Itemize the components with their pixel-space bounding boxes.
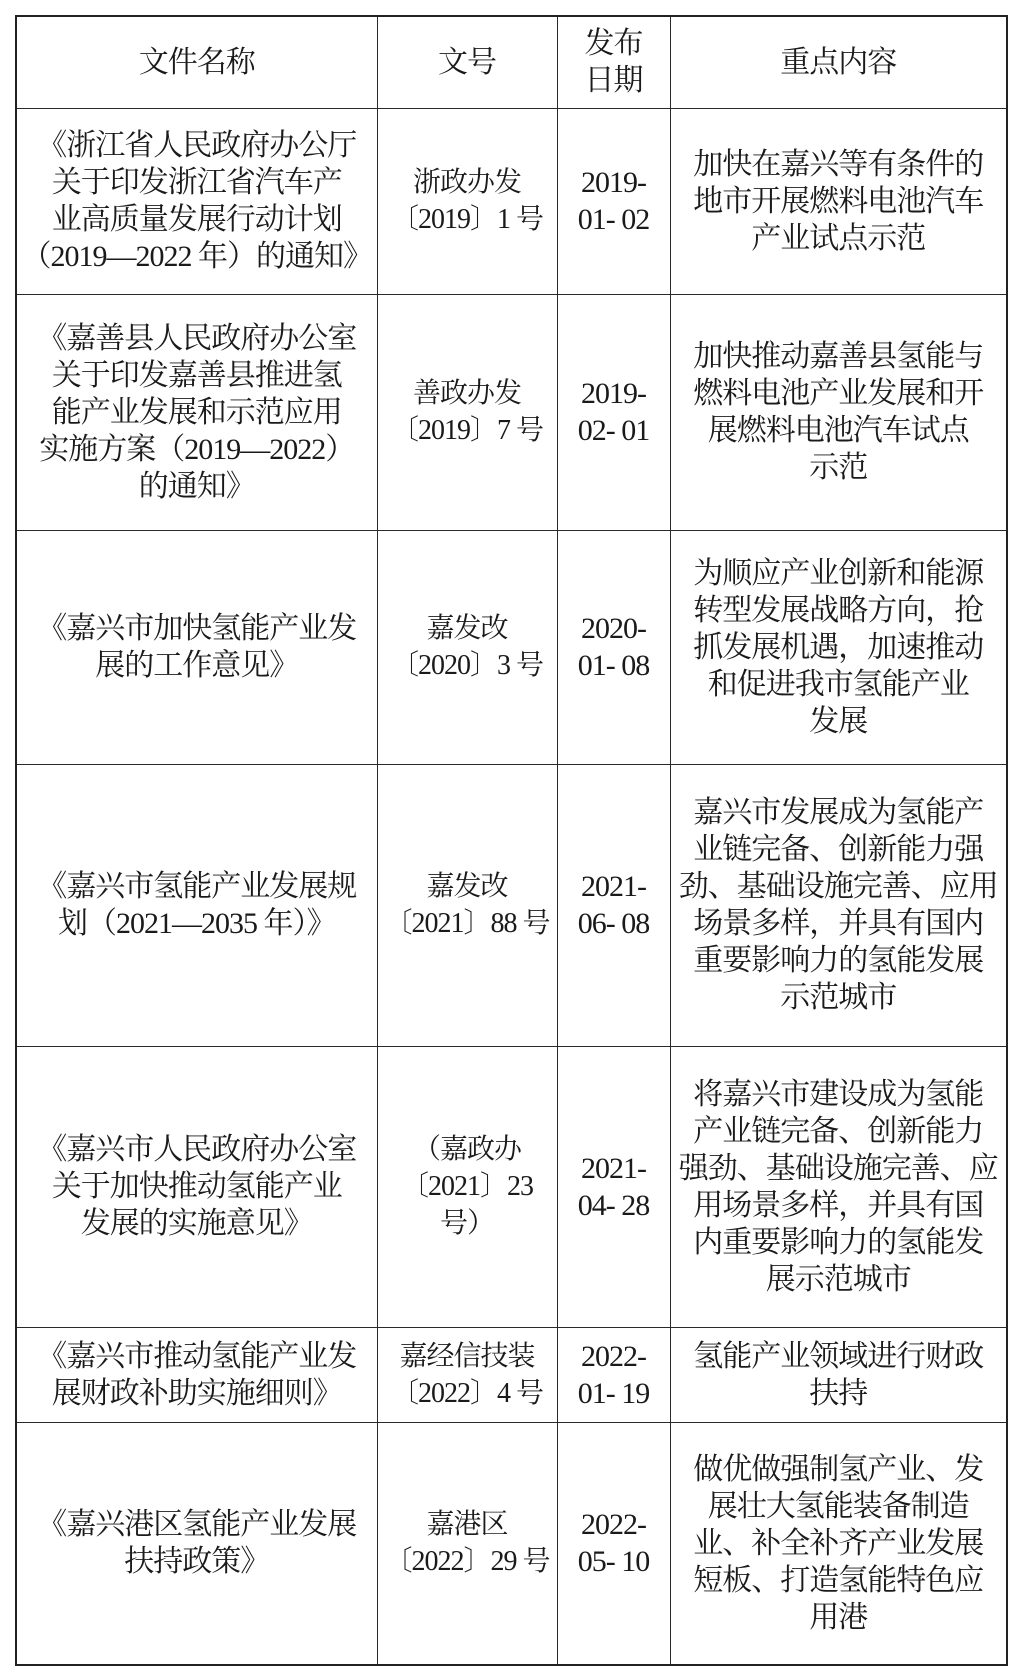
- header-file-name: [16, 16, 377, 108]
- header-line: 文件名称: [138, 45, 255, 79]
- file-name-line: 能产业发展和示范应用: [51, 395, 342, 429]
- header-doc-number: [377, 16, 557, 108]
- table-row: [16, 1046, 1007, 1327]
- key-content-line: 展示范城市: [765, 1262, 911, 1296]
- publish-date-line: 2019-: [581, 377, 646, 410]
- file-name-line: 《嘉兴市加快氢能产业发: [37, 612, 357, 645]
- publish-date-line: 02- 01: [577, 414, 650, 447]
- cell-publish-date: [557, 294, 670, 530]
- file-name-line: 《嘉善县人民政府办公室: [37, 321, 357, 355]
- key-content-line: 将嘉兴市建设成为氢能: [693, 1077, 984, 1111]
- key-content-line: 氢能产业领域进行财政: [693, 1339, 984, 1373]
- doc-number-line: 〔2022〕4 号: [390, 1377, 543, 1409]
- file-name-line: 关于印发嘉善县推进氢: [51, 358, 342, 392]
- doc-number-line: 嘉经信技装: [399, 1340, 535, 1372]
- file-name-line: 关于印发浙江省汽车产: [51, 166, 342, 199]
- file-name-line: 关于加快推动氢能产业: [51, 1170, 342, 1203]
- header-key-content: [670, 16, 1007, 108]
- header-line: 日期: [584, 64, 643, 98]
- file-name-line: 《浙江省人民政府办公厅: [37, 129, 357, 162]
- table-row: [16, 764, 1007, 1046]
- cell-file-name: [16, 1046, 377, 1327]
- header-line: 重点内容: [780, 45, 897, 79]
- cell-doc-number: [377, 108, 557, 294]
- key-content-line: 场景多样，并具有国内: [693, 907, 984, 940]
- cell-file-name: [16, 1327, 377, 1422]
- publish-date-line: 2020-: [581, 612, 646, 645]
- key-content-line: 地市开展燃料电池汽车: [693, 184, 984, 218]
- header-publish-date: [557, 16, 670, 108]
- file-name-line: 展的工作意见》: [95, 649, 299, 682]
- cell-publish-date: [557, 1327, 670, 1422]
- publish-date-line: 2022-: [581, 1508, 646, 1542]
- publish-date-line: 01- 19: [577, 1376, 650, 1410]
- key-content-line: 示范: [809, 451, 868, 484]
- table-row: [16, 294, 1007, 530]
- file-name-line: 展财政补助实施细则》: [51, 1376, 342, 1410]
- header-line: 发布: [584, 27, 643, 61]
- key-content-line: 展壮大氢能装备制造: [707, 1489, 969, 1523]
- cell-doc-number: [377, 1422, 557, 1665]
- key-content-line: 为顺应产业创新和能源: [693, 556, 984, 590]
- key-content-line: 用港: [809, 1600, 868, 1634]
- file-name-line: （2019—2022 年）的通知》: [21, 240, 372, 273]
- cell-publish-date: [557, 764, 670, 1046]
- cell-file-name: [16, 294, 377, 530]
- key-content-line: 示范城市: [780, 981, 897, 1014]
- key-content-line: 短板、打造氢能特色应: [693, 1563, 984, 1597]
- key-content-line: 嘉兴市发展成为氢能产: [693, 796, 984, 829]
- cell-key-content: [670, 108, 1007, 294]
- cell-file-name: [16, 764, 377, 1046]
- doc-number-line: 善政办发: [412, 378, 521, 409]
- file-name-line: 实施方案（2019—2022）: [39, 432, 355, 466]
- cell-file-name: [16, 108, 377, 294]
- cell-key-content: [670, 1046, 1007, 1327]
- file-name-line: 《嘉兴港区氢能产业发展: [37, 1508, 357, 1542]
- doc-number-line: 嘉发改: [426, 613, 508, 644]
- doc-number-line: 〔2021〕88 号: [384, 908, 550, 939]
- cell-publish-date: [557, 1422, 670, 1665]
- publish-date-line: 2022-: [581, 1339, 646, 1373]
- key-content-line: 加快在嘉兴等有条件的: [693, 147, 984, 181]
- doc-number-line: 号）: [439, 1208, 494, 1239]
- key-content-line: 业、补全补齐产业发展: [693, 1526, 984, 1560]
- header-line: 文号: [438, 45, 496, 79]
- publish-date-line: 06- 08: [577, 907, 650, 940]
- cell-doc-number: [377, 294, 557, 530]
- publish-date-line: 05- 10: [577, 1545, 650, 1579]
- cell-publish-date: [557, 108, 670, 294]
- table-row: [16, 108, 1007, 294]
- cell-doc-number: [377, 764, 557, 1046]
- doc-number-line: 〔2019〕1 号: [390, 204, 543, 235]
- key-content-line: 发展: [809, 704, 868, 738]
- file-name-line: 业高质量发展行动计划: [51, 203, 342, 236]
- publish-date-line: 01- 02: [577, 203, 650, 236]
- key-content-line: 扶持: [809, 1376, 868, 1410]
- header-row: [16, 16, 1007, 108]
- file-name-line: 划（2021—2035 年）》: [58, 907, 336, 940]
- cell-key-content: [670, 1422, 1007, 1665]
- key-content-line: 抓发展机遇，加速推动: [693, 630, 984, 664]
- policy-document-table: [15, 15, 1008, 1666]
- cell-doc-number: [377, 1327, 557, 1422]
- doc-number-line: （嘉政办: [412, 1134, 521, 1165]
- publish-date-line: 04- 28: [577, 1188, 650, 1222]
- doc-number-line: 嘉发改: [426, 871, 508, 902]
- cell-file-name: [16, 1422, 377, 1665]
- doc-number-line: 〔2022〕29 号: [384, 1546, 550, 1578]
- key-content-line: 业链完备、创新能力强: [693, 833, 984, 866]
- cell-file-name: [16, 530, 377, 764]
- cell-key-content: [670, 764, 1007, 1046]
- file-name-line: 的通知》: [138, 469, 255, 503]
- doc-number-line: 浙政办发: [412, 167, 521, 198]
- key-content-line: 产业试点示范: [751, 221, 926, 255]
- table-row: [16, 1422, 1007, 1665]
- key-content-line: 强劲、基础设施完善、应: [678, 1151, 998, 1185]
- publish-date-line: 2019-: [581, 166, 646, 199]
- key-content-line: 做优做强制氢产业、发: [693, 1452, 984, 1486]
- cell-doc-number: [377, 1046, 557, 1327]
- key-content-line: 展燃料电池汽车试点: [707, 414, 969, 447]
- cell-publish-date: [557, 1046, 670, 1327]
- key-content-line: 加快推动嘉善县氢能与: [693, 340, 984, 373]
- publish-date-line: 2021-: [581, 1151, 646, 1185]
- file-name-line: 《嘉兴市人民政府办公室: [37, 1133, 357, 1166]
- file-name-line: 《嘉兴市推动氢能产业发: [37, 1339, 357, 1373]
- cell-publish-date: [557, 530, 670, 764]
- key-content-line: 转型发展战略方向，抢: [693, 593, 984, 627]
- doc-number-line: 嘉港区: [426, 1509, 508, 1541]
- table-row: [16, 1327, 1007, 1422]
- file-name-line: 扶持政策》: [124, 1545, 270, 1579]
- cell-key-content: [670, 1327, 1007, 1422]
- publish-date-line: 2021-: [581, 870, 646, 903]
- cell-key-content: [670, 530, 1007, 764]
- doc-number-line: 〔2019〕7 号: [390, 415, 543, 446]
- key-content-line: 产业链完备、创新能力: [693, 1114, 984, 1148]
- file-name-line: 《嘉兴市氢能产业发展规: [37, 870, 357, 903]
- doc-number-line: 〔2020〕3 号: [390, 650, 543, 681]
- doc-number-line: 〔2021〕23: [400, 1171, 533, 1202]
- key-content-line: 用场景多样，并具有国: [693, 1188, 984, 1222]
- key-content-line: 和促进我市氢能产业: [707, 667, 969, 701]
- table-row: [16, 530, 1007, 764]
- cell-key-content: [670, 294, 1007, 530]
- publish-date-line: 01- 08: [577, 649, 650, 682]
- cell-doc-number: [377, 530, 557, 764]
- file-name-line: 发展的实施意见》: [80, 1207, 313, 1240]
- key-content-line: 内重要影响力的氢能发: [693, 1225, 984, 1259]
- key-content-line: 重要影响力的氢能发展: [693, 944, 984, 977]
- key-content-line: 劲、基础设施完善、应用: [678, 870, 998, 903]
- key-content-line: 燃料电池产业发展和开: [693, 377, 984, 410]
